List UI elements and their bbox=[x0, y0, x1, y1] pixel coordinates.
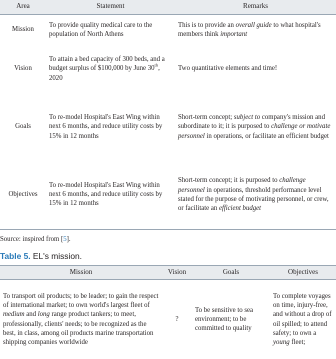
area-cell: Objectives bbox=[0, 161, 46, 229]
remarks-cell bbox=[175, 161, 336, 229]
header-vision: Vision bbox=[162, 266, 192, 280]
remarks-cell bbox=[175, 14, 336, 45]
text-run: To transport oil products; to be leader; to gain the respect of international market; to own world's largest fleet of bbox=[3, 292, 159, 310]
text-run: range product tankers; to meet, professionally, clients' needs; to be recognized as the best, in class, among oil products marine transportation shipping companies worldwide bbox=[3, 311, 154, 346]
statement-cell: To re-model Hospital's East Wing within next 6 months, and reduce utility costs by 15% in 12 months bbox=[46, 161, 175, 229]
text-run: and bbox=[24, 311, 38, 319]
text-run: company's mission and subordinate to it; it is purposed to bbox=[178, 114, 325, 131]
table-5-header-row bbox=[0, 266, 336, 280]
text-run: in operations, threshold performance level stated for the purpose of motivating personnel, or crew, or facilitate an bbox=[178, 186, 329, 212]
emphasis-text: medium bbox=[3, 311, 25, 319]
emphasis-text: subject to bbox=[233, 114, 261, 122]
statement-cell bbox=[46, 45, 175, 93]
table-row bbox=[0, 280, 336, 359]
header-statement: Statement bbox=[46, 0, 175, 14]
emphasis-text: long bbox=[37, 311, 50, 319]
vision-cell: ? bbox=[162, 280, 192, 359]
header-mission: Mission bbox=[0, 266, 162, 280]
emphasis-text: important bbox=[220, 30, 248, 38]
table-row-objectives bbox=[0, 161, 336, 229]
text-run: fleet; bbox=[289, 338, 306, 346]
statement-cell: To re-model Hospital's East Wing within next 6 months, and reduce utility costs by 15% in 12 months bbox=[49, 114, 163, 140]
area-cell: Goals bbox=[15, 123, 31, 131]
text-run: To attain a bed capacity of 300 beds, and a budget surplus of $100,000 by June 30 bbox=[49, 56, 165, 73]
text-run: Short-term concept; it is purposed to bbox=[178, 177, 280, 185]
text-run: Short-term concept; bbox=[178, 114, 234, 122]
header-objectives: Objectives bbox=[270, 266, 336, 280]
mission-cell bbox=[0, 280, 162, 359]
caption-label: Table 5. bbox=[0, 251, 31, 261]
table-4-header-row bbox=[0, 0, 336, 14]
text-run: To complete voyages on time, injury-free, and without a drop of oil spilled; to attend safety; to own a bbox=[273, 292, 332, 337]
source-prefix: Source: inspired from [ bbox=[0, 236, 64, 243]
header-goals: Goals bbox=[192, 266, 270, 280]
superscript-text: th bbox=[154, 63, 159, 69]
header-remarks: Remarks bbox=[175, 0, 336, 14]
emphasis-text: challenge or motivate personnel bbox=[178, 123, 331, 140]
table-row-mission bbox=[0, 14, 336, 45]
text-run: , 2020 bbox=[49, 65, 160, 82]
remarks-cell bbox=[175, 93, 336, 161]
table-5-caption bbox=[0, 251, 82, 262]
emphasis-text: young bbox=[273, 338, 290, 346]
table-source-note bbox=[0, 235, 71, 244]
table-row-goals bbox=[0, 93, 336, 161]
caption-text: EL's mission. bbox=[30, 251, 82, 261]
area-cell: Vision bbox=[14, 65, 32, 73]
goals-cell: To be sensitive to sea environment; to be committed to quality bbox=[192, 280, 270, 359]
remarks-cell: Two quantitative elements and time! bbox=[178, 65, 278, 73]
source-suffix: ]. bbox=[66, 236, 71, 243]
area-cell: Mission bbox=[12, 26, 34, 34]
emphasis-text: efficient budget bbox=[218, 204, 262, 212]
objectives-cell bbox=[270, 280, 336, 359]
emphasis-text: overall guide bbox=[235, 21, 272, 29]
table-row-vision bbox=[0, 45, 336, 93]
table-5 bbox=[0, 265, 336, 359]
reference-link[interactable]: 5 bbox=[63, 236, 67, 243]
header-area: Area bbox=[0, 0, 46, 14]
text-run: to what hospital's members think bbox=[178, 21, 321, 38]
statement-cell: To provide quality medical care to the population of North Athens bbox=[49, 21, 153, 38]
text-run: in operations, or facilitate an efficient budget bbox=[204, 132, 329, 140]
text-run: This is to provide an bbox=[178, 21, 236, 29]
emphasis-text: challenge personnel bbox=[178, 177, 306, 194]
